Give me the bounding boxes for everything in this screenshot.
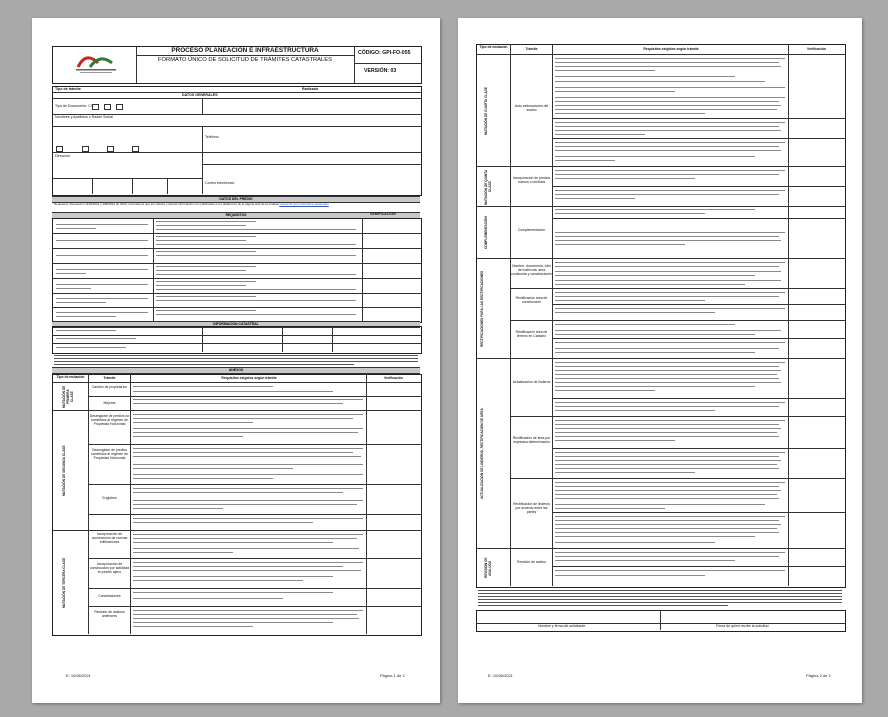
requirements-bar: REQUISITOS	[52, 212, 420, 219]
annexes-bar: ANEXOS	[52, 367, 420, 374]
row-desenglobe-no-ph: Desenglobe de predios no sometidos al régimen de Propiedad Horizontal	[89, 414, 130, 426]
row-englobes: Englobes	[102, 496, 117, 500]
tramite-type-label: Tipo de trámite	[55, 87, 81, 91]
boundaries-update-label: ACTUALIZACIÓN DE LINDEROS, RECTIFICACIÓN DE ÁREA	[480, 408, 484, 500]
general-data-heading: DATOS GENERALES	[182, 93, 218, 97]
receiver-signature-label: Firma de quien recibe la solicitud	[716, 624, 769, 628]
radicado-label: Radicado	[302, 87, 319, 91]
complementation-label: COMPLEMENTACIÓN	[484, 216, 488, 250]
appraisal-review-label: REVISIÓN DE AVALÚOS	[484, 557, 492, 579]
general-data-frame	[52, 86, 422, 196]
page1-footer-date: E: 10/06/2021	[66, 673, 91, 678]
col-requirements: Requisitos exigidos según trámite	[221, 376, 277, 380]
row-cambio-propietarios: Cambio de propietarios	[91, 385, 128, 389]
doc-type-checkbox-ce[interactable]	[116, 104, 123, 110]
row-desenglobe-ph: Desenglobe de predios sometidos al régimen de Propiedad Horizontal	[91, 448, 128, 460]
doc-type-checkbox-nit[interactable]	[104, 104, 111, 110]
row-actualizacion-linderos: Actualización de linderos	[512, 380, 551, 384]
cadastral-info-bar: INFORMACIÓN CATASTRAL	[52, 321, 420, 328]
verification-label: VERIFICACIÓN	[370, 212, 396, 216]
row-predios-nuevos: Incorporación de predios nuevos o omitidos	[512, 176, 551, 184]
name-label: Nombres y Apellidos o Razón Social	[55, 115, 113, 119]
form-version: VERSIÓN: 03	[364, 68, 397, 74]
row-nuevas-edificaciones: Incorporación de construcción de nuevas edificaciones	[91, 532, 128, 544]
mutation-second-class-label: MUTACIÓN DE SEGUNDA CLASE	[62, 445, 66, 497]
row-predio-ajeno: Incorporación de construcción por actividad en predio ajeno	[89, 562, 130, 574]
organization-logo	[72, 49, 124, 77]
mutation-first-class-label: MUTACIÓN DE PRIMERA CLASE	[62, 385, 74, 409]
mutation-fifth-class-label: MUTACIÓN DE QUINTA CLASE	[484, 169, 492, 205]
address-label: Dirección	[55, 154, 70, 158]
col-mutation-type-p2: Tipo de mutación	[479, 45, 508, 49]
process-title: PROCESO PLANEACIÓN E INFRAESTRUCTURA	[171, 47, 319, 54]
row-rectificacion-terreno: Rectificación área de terreno en Catastro	[515, 330, 548, 338]
property-data-bar: DATOS DEL PREDIO	[52, 196, 420, 203]
row-revision-avaluos: Revisión de avalúos anteriores	[94, 610, 125, 618]
row-mejoras: Mejoras	[103, 401, 116, 405]
col-verification-p2: Verificación	[806, 47, 827, 51]
form-code: CÓDIGO: GPI-FO-055	[358, 50, 411, 56]
row-autoestimaciones: Auto-estimaciones del avalúo	[514, 104, 549, 112]
col-requirements-p2: Requisitos exigidos según trámite	[643, 47, 699, 51]
applicant-signature-label: Nombre y firma del solicitante	[538, 624, 586, 628]
row-nombre-documento: Nombre, documento, folio de matrícula, área construida y cancelaciones	[511, 264, 552, 276]
row-revision-avaluo: Revisión de avalúo	[517, 560, 546, 564]
row-rectificacion-area: Rectificación de área por imprecisa determinación	[512, 436, 551, 444]
form-title: FORMATO ÚNICO DE SOLICITUD DE TRÁMITES CATASTRALES	[157, 57, 333, 63]
row-cancelaciones: Cancelaciones	[98, 594, 121, 598]
col-tramite: Trámite	[103, 376, 116, 380]
col-verification: Verificación	[383, 376, 404, 380]
row-complementacion: Complementación	[517, 228, 546, 232]
rectifications-label: RECTIFICACIONES PARA LAS RECTIFICACIONES	[480, 270, 484, 348]
col-tramite-p2: Trámite	[525, 47, 538, 51]
document-type-label: Tipo de Documento: CC	[55, 104, 94, 108]
document-page-1: PROCESO PLANEACIÓN E INFRAESTRUCTURA FORMATO ÚNICO DE SOLICITUD DE TRÁMITES CATASTRALES CÓDIGO: GPI-FO-055 VERSIÓN: 03 Tipo de trámite Radicado DATOS GENERALES Tipo de Documento: CC Nombres y Apellidos o Razón Social Teléfono Dirección Correo electrónico DATOS DEL PREDIO Requisitos: Resolución 1149/2021 y 388/2021 de 2020, recordamos que los valores y demás información son publicados en la plataforma de la página web de la entidad www.amb.gov.co/tramites-catastrales REQUISITOS VERIFICACIÓN INFORMACIÓN CATASTRAL ANEXOS Tipo de mutación Trámite Requisitos exigidos según trámite Verificación MUTACIÓN DE PRIMERA CLASE MUTACIÓN DE SEGUNDA CLASE MUTACIÓN DE TERCERA CLASE Cambio de propietarios Mejoras Desenglobe de predios no sometidos al régimen de Propiedad Horizontal Desenglobe de predios sometidos al régimen de Propiedad Horizontal Englobes Incorporación de construcción de nuevas edificaciones Incorporación de construcción por actividad en predio ajeno Cancelaciones Revisión de avalúos anteriores E: 10/06/2021 Página 1 de 2	[32, 18, 440, 703]
row-rectificacion-construccion: Rectificación área de construcción	[515, 296, 548, 304]
signature-table	[476, 610, 846, 632]
phone-label: Teléfono	[205, 135, 219, 139]
page2-footer-pagenum: Página 2 de 2	[806, 673, 831, 678]
page1-footer-pagenum: Página 1 de 2	[380, 673, 405, 678]
col-mutation-type: Tipo de mutación	[56, 375, 85, 379]
mutation-third-class-label: MUTACIÓN DE TERCERA CLASE	[62, 557, 66, 609]
row-rectificacion-linderos: Rectificación de linderos por acuerdo entre las partes	[513, 502, 550, 514]
document-page-2	[458, 18, 862, 703]
doc-type-checkbox-cc[interactable]	[92, 104, 99, 110]
mutation-fourth-class-label: MUTACIÓN DE CUARTA CLASE	[484, 87, 488, 135]
email-label: Correo electrónico	[205, 181, 235, 185]
page2-footer-date: E: 10/06/2021	[488, 673, 513, 678]
